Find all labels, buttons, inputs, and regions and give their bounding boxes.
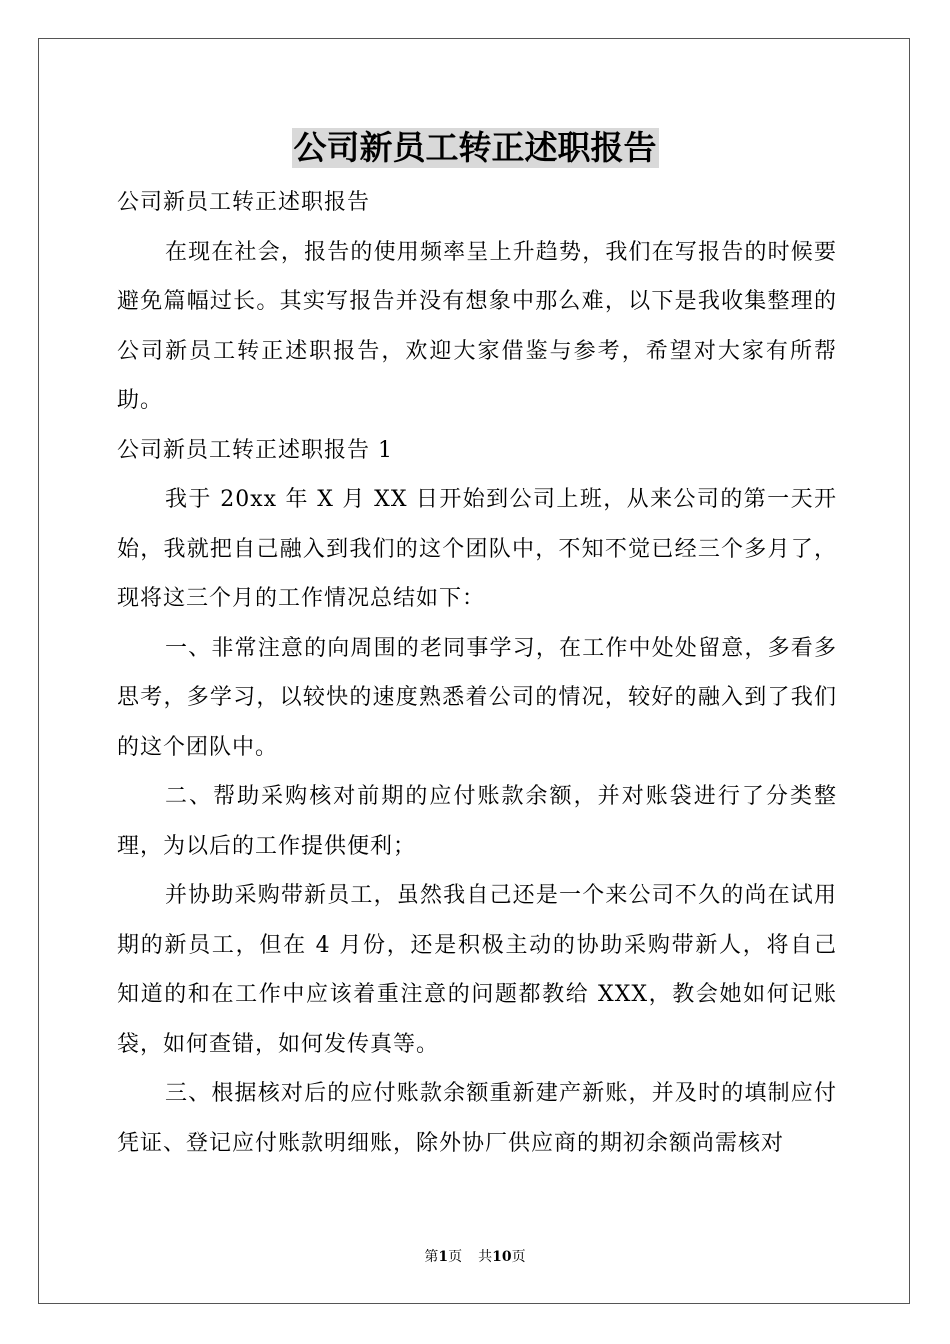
paragraph-item-one: 一、非常注意的向周围的老同事学习，在工作中处处留意，多看多思考，多学习，以较快的速度熟悉着公司的情况，较好的融入到了我们的这个团队中。 xyxy=(117,635,837,760)
footer-total-prefix: 共 xyxy=(478,1249,493,1265)
paragraph-item-two: 二、帮助采购核对前期的应付账款余额，并对账袋进行了分类整理，为以后的工作提供便利； xyxy=(117,784,837,859)
document-body xyxy=(117,178,837,1168)
footer-page-suffix: 页 xyxy=(448,1249,463,1265)
footer-total-pages: 10 xyxy=(492,1249,512,1265)
paragraph-section-heading: 公司新员工转正述职报告 1 xyxy=(117,437,393,463)
footer-page-number: 1 xyxy=(438,1249,449,1265)
paragraph-subtitle: 公司新员工转正述职报告 xyxy=(117,190,371,215)
document-title-text: 公司新员工转正述职报告 xyxy=(293,128,657,167)
paragraph-opening: 我于 20xx 年 X 月 XX 日开始到公司上班，从来公司的第一天开始，我就把自己融入到我们的这个团队中，不知不觉已经三个多月了，现将这三个月的工作情况总结如下： xyxy=(117,487,837,611)
footer-page-prefix: 第 xyxy=(424,1249,439,1265)
footer-total-suffix: 页 xyxy=(511,1249,526,1265)
page-footer xyxy=(0,1248,950,1266)
paragraph-item-three: 三、根据核对后的应付账款余额重新建产新账，并及时的填制应付凭证、登记应付账款明细账，除外协厂供应商的期初余额尚需核对 xyxy=(117,1081,837,1156)
document-title xyxy=(0,128,950,168)
paragraph-item-two-cont: 并协助采购带新员工，虽然我自己还是一个来公司不久的尚在试用期的新员工，但在 4 月份，还是积极主动的协助采购带新人，将自己知道的和在工作中应该着重注意的问题都教给 XXX，教会她如何记账袋，如何查错，如何发传真等。 xyxy=(117,883,837,1057)
paragraph-intro: 在现在社会，报告的使用频率呈上升趋势，我们在写报告的时候要避免篇幅过长。其实写报告并没有想象中那么难，以下是我收集整理的公司新员工转正述职报告，欢迎大家借鉴与参考，希望对大家有所帮助。 xyxy=(117,239,837,413)
